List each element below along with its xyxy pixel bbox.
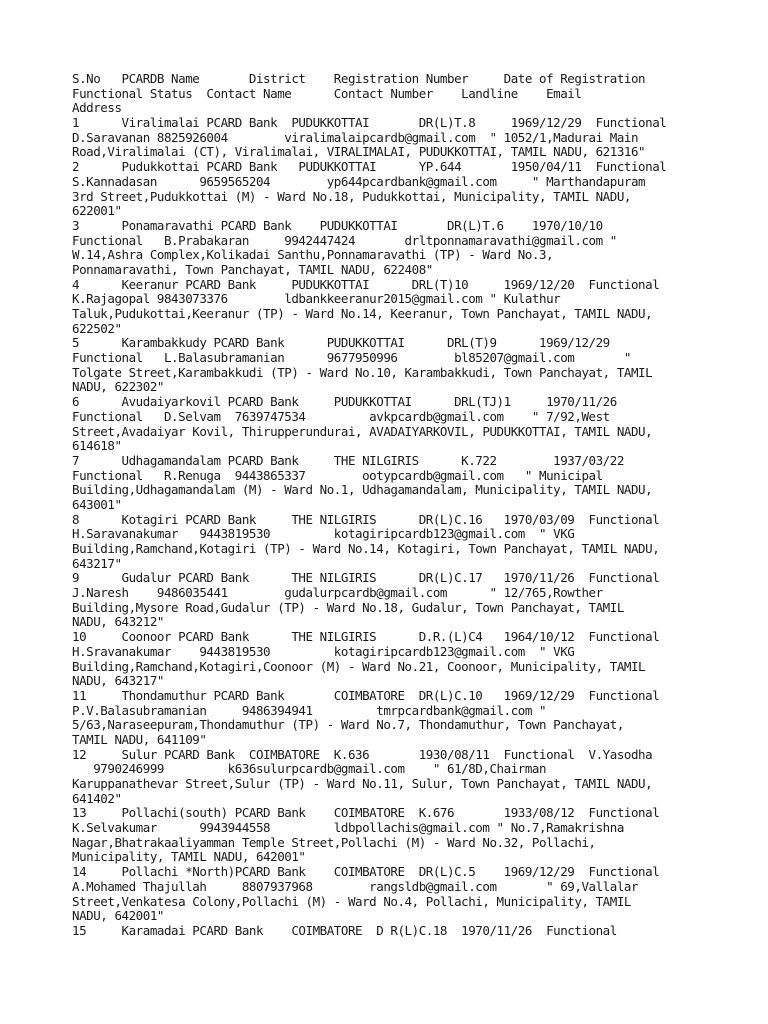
text-line: Street,Avadaiyar Kovil, Thirupperundurai, AVADAIYARKOVIL, PUDUKKOTTAI, TAMIL NADU, [72, 423, 653, 439]
text-line: 3 Ponamaravathi PCARD Bank PUDUKKOTTAI DR(L)T.6 1970/10/10 [72, 217, 603, 233]
text-line: TAMIL NADU, 641109" [72, 731, 207, 747]
text-line: Taluk,Pudukottai,Keeranur (TP) - Ward No.14, Keeranur, Town Panchayat, TAMIL NADU, [72, 306, 653, 321]
text-line: 11 Thondamuthur PCARD Bank COIMBATORE DR(L)C.10 1969/12/29 Functional [72, 687, 660, 703]
text-line: 5/63,Naraseepuram,Thondamuthur (TP) - Ward No.7, Thondamuthur, Town Panchayat, [72, 717, 624, 733]
text-line: A.Mohamed Thajullah 8807937968 rangsldb@gmail.com " 69,Vallalar [72, 878, 639, 894]
text-line: H.Sravanakumar 9443819530 kotagiripcardb123@gmail.com " VKG [72, 643, 575, 659]
text-line: 8 Kotagiri PCARD Bank THE NILGIRIS DR(L)C.16 1970/03/09 Functional [72, 511, 660, 527]
text-line: 614618" [72, 438, 122, 454]
text-line: 1 Viralimalai PCARD Bank PUDUKKOTTAI DR(L)T.8 1969/12/29 Functional [72, 115, 667, 131]
text-line: Building,Udhagamandalam (M) - Ward No.1, Udhagamandalam, Municipality, TAMIL NADU, [72, 482, 653, 498]
document-page [72, 72, 712, 939]
text-line: K.Rajagopal 9843073376 ldbankkeeranur2015@gmail.com " Kulathur [72, 291, 561, 307]
text-line: H.Saravanakumar 9443819530 kotagiripcardb123@gmail.com " VKG [72, 526, 575, 542]
text-line: J.Naresh 9486035441 gudalurpcardb@gmail.com " 12/765,Rowther [72, 585, 603, 601]
text-line: P.V.Balasubramanian 9486394941 tmrpcardbank@gmail.com " [72, 702, 547, 718]
text-line: 622001" [72, 203, 122, 219]
text-line: Functional R.Renuga 9443865337 ootypcardb@gmail.com " Municipal [72, 467, 603, 483]
text-line: Functional Status Contact Name Contact Number Landline Email [72, 85, 582, 101]
text-line: D.Saravanan 8825926004 viralimalaipcardb@gmail.com " 1052/1,Madurai Main [72, 129, 639, 145]
text-line: Functional L.Balasubramanian 9677950996 bl85207@gmail.com " [72, 350, 631, 366]
text-line: 5 Karambakkudy PCARD Bank PUDUKKOTTAI DRL(T)9 1969/12/29 [72, 335, 610, 351]
text-line: Road,Viralimalai (CT), Viralimalai, VIRALIMALAI, PUDUKKOTTAI, TAMIL NADU, 621316" [72, 144, 646, 160]
text-line: Karuppanathevar Street,Sulur (TP) - Ward No.11, Sulur, Town Panchayat, TAMIL NADU, [72, 776, 653, 791]
text-line: 12 Sulur PCARD Bank COIMBATORE K.636 1930/08/11 Functional V.Yasodha [72, 746, 653, 762]
text-line: NADU, 643212" [72, 614, 164, 630]
text-line: 643001" [72, 496, 122, 512]
text-line: NADU, 622302" [72, 379, 164, 395]
text-line: Tolgate Street,Karambakkudi (TP) - Ward No.10, Karambakkudi, Town Panchayat, TAMIL [72, 364, 653, 380]
text-line: 622502" [72, 320, 122, 336]
text-line: 14 Pollachi *North)PCARD Bank COIMBATORE DR(L)C.5 1969/12/29 Functional [72, 864, 660, 880]
text-line: S.No PCARDB Name District Registration Number Date of Registration [72, 71, 646, 86]
text-line: NADU, 642001" [72, 908, 164, 924]
text-line: 2 Pudukkottai PCARD Bank PUDUKKOTTAI YP.644 1950/04/11 Functional [72, 159, 667, 175]
text-line: 10 Coonoor PCARD Bank THE NILGIRIS D.R.(L)C4 1964/10/12 Functional [72, 629, 660, 645]
text-line: Street,Venkatesa Colony,Pollachi (M) - Ward No.4, Pollachi, Municipality, TAMIL [72, 893, 631, 909]
text-line: 15 Karamadai PCARD Bank COIMBATORE D R(L)C.18 1970/11/26 Functional [72, 922, 617, 938]
text-line: Address [72, 100, 122, 116]
text-line: 7 Udhagamandalam PCARD Bank THE NILGIRIS K.722 1937/03/22 [72, 452, 624, 468]
text-line: 3rd Street,Pudukkottai (M) - Ward No.18, Pudukkottai, Municipality, TAMIL NADU, [72, 188, 631, 204]
text-line: Municipality, TAMIL NADU, 642001" [72, 849, 306, 865]
text-line: 9 Gudalur PCARD Bank THE NILGIRIS DR(L)C.17 1970/11/26 Functional [72, 570, 660, 586]
text-line: Building,Ramchand,Kotagiri,Coonoor (M) - Ward No.21, Coonoor, Municipality, TAMIL [72, 658, 646, 674]
text-line: Functional B.Prabakaran 9942447424 drltponnamaravathi@gmail.com " [72, 232, 617, 248]
text-line: Ponnamaravathi, Town Panchayat, TAMIL NADU, 622408" [72, 261, 433, 277]
text-line: W.14,Ashra Complex,Kolikadai Santhu,Ponnamaravathi (TP) - Ward No.3, [72, 247, 554, 263]
text-line: K.Selvakumar 9943944558 ldbpollachis@gmail.com " No.7,Ramakrishna [72, 820, 624, 836]
text-line: 6 Avudaiyarkovil PCARD Bank PUDUKKOTTAI DRL(TJ)1 1970/11/26 [72, 394, 617, 410]
text-line: 13 Pollachi(south) PCARD Bank COIMBATORE K.676 1933/08/12 Functional [72, 805, 660, 821]
text-line: Functional D.Selvam 7639747534 avkpcardb@gmail.com " 7/92,West [72, 408, 610, 424]
text-line: Nagar,Bhatrakaaliyamman Temple Street,Pollachi (M) - Ward No.32, Pollachi, [72, 834, 596, 850]
text-line: 641402" [72, 790, 122, 806]
text-line: 643217" [72, 555, 122, 571]
text-line: S.Kannadasan 9659565204 yp644pcardbank@gmail.com " Marthandapuram [72, 173, 646, 189]
text-line: Building,Mysore Road,Gudalur (TP) - Ward No.18, Gudalur, Town Panchayat, TAMIL [72, 599, 624, 615]
text-line: NADU, 643217" [72, 673, 164, 689]
text-line: Building,Ramchand,Kotagiri (TP) - Ward No.14, Kotagiri, Town Panchayat, TAMIL NADU, [72, 541, 660, 556]
text-line: 4 Keeranur PCARD Bank PUDUKKOTTAI DRL(T)10 1969/12/20 Functional [72, 276, 660, 292]
text-line: 9790246999 k636sulurpcardb@gmail.com " 61/8D,Chairman [72, 761, 547, 777]
